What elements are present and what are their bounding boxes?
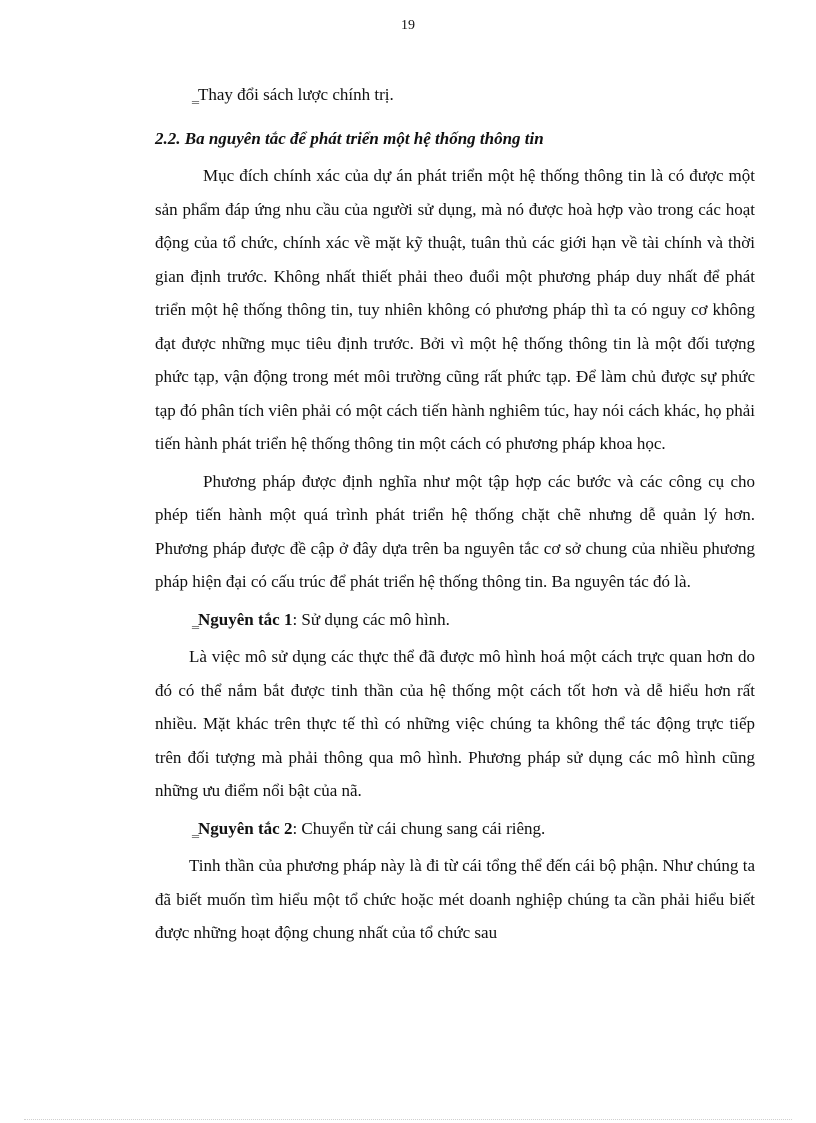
- bullet-principle-2-text: [198, 812, 545, 846]
- principle-2-description: : Chuyển từ cái chung sang cái riêng.: [292, 818, 546, 838]
- document-body: [155, 78, 755, 954]
- bullet-marker: ‗: [192, 613, 199, 629]
- bullet-principle-1-text: [198, 603, 450, 637]
- bullet-principle-1: [155, 603, 755, 639]
- principle-2-label: Nguyên tắc 2: [198, 818, 293, 838]
- principle-1-label: Nguyên tắc 1: [198, 609, 293, 629]
- section-heading: 2.2. Ba nguyên tắc để phát triển một hệ thống thông tin: [155, 128, 544, 148]
- paragraph-principle-2: Tinh thần của phương pháp này là đi từ cái tổng thể đến cái bộ phận. Như chúng ta đã biết muốn tìm hiểu một tổ chức hoặc mét doanh nghiệp chúng ta cần phải hiểu biết được những hoạt động chung nhất của tổ chức sau: [155, 856, 755, 942]
- bullet-principle-2: [155, 812, 755, 848]
- page-number: 19: [401, 18, 415, 33]
- bullet-text: Thay đổi sách lược chính trị.: [198, 85, 394, 104]
- paragraph-method-definition: Phương pháp được định nghĩa như một tập hợp các bước và các công cụ cho phép tiến hành một quá trình phát triển hệ thống chặt chẽ nhưng dễ quản lý hơn. Phương pháp được đề cập ở đây dựa trên ba nguyên tắc cơ sở chung của nhiều phương pháp hiện đại có cấu trúc để phát triển hệ thống thông tin. Ba nguyên tác đó là.: [155, 471, 755, 591]
- bullet-marker: ‗: [192, 89, 199, 104]
- page-bottom-divider: [24, 1119, 792, 1120]
- paragraph-purpose: Mục đích chính xác của dự án phát triển một hệ thống thông tin là có được một sản phẩm đáp ứng nhu cầu của người sử dụng, mà nó được hoà hợp vào trong các hoạt động của tổ chức, chính xác về mặt kỹ thuật, tuân thủ các giới hạn về tài chính và thời gian định trước. Không nhất thiết phải theo đuổi một phương pháp duy nhất để phát triển một hệ thống thông tin, tuy nhiên không có phương pháp thì ta có nguy cơ không đạt được những mục tiêu định trước. Bởi vì một hệ thống thông tin là một đối tượng phức tạp, vận động trong mét môi trường cũng rất phức tạp. Để làm chủ được sự phức tạp đó phân tích viên phải có một cách tiến hành nghiêm túc, hay nói cách khác, họ phải tiến hành phát triển hệ thống thông tin một cách có phương pháp khoa học.: [155, 166, 755, 453]
- paragraph-principle-1: Là việc mô sử dụng các thực thể đã được mô hình hoá một cách trực quan hơn do đó có thể nắm bắt được tinh thần của hệ thống một cách tốt hơn và dễ hiểu hơn rất nhiều. Mặt khác trên thực tế thì có những việc chúng ta không thể tác động trực tiếp trên đối tượng mà phải thông qua mô hình. Phương pháp sử dụng các mô hình cũng những ưu điểm nổi bật của nã.: [155, 647, 755, 800]
- bullet-marker: ‗: [192, 822, 199, 838]
- bullet-item: [155, 78, 755, 114]
- principle-1-description: : Sử dụng các mô hình.: [292, 609, 450, 629]
